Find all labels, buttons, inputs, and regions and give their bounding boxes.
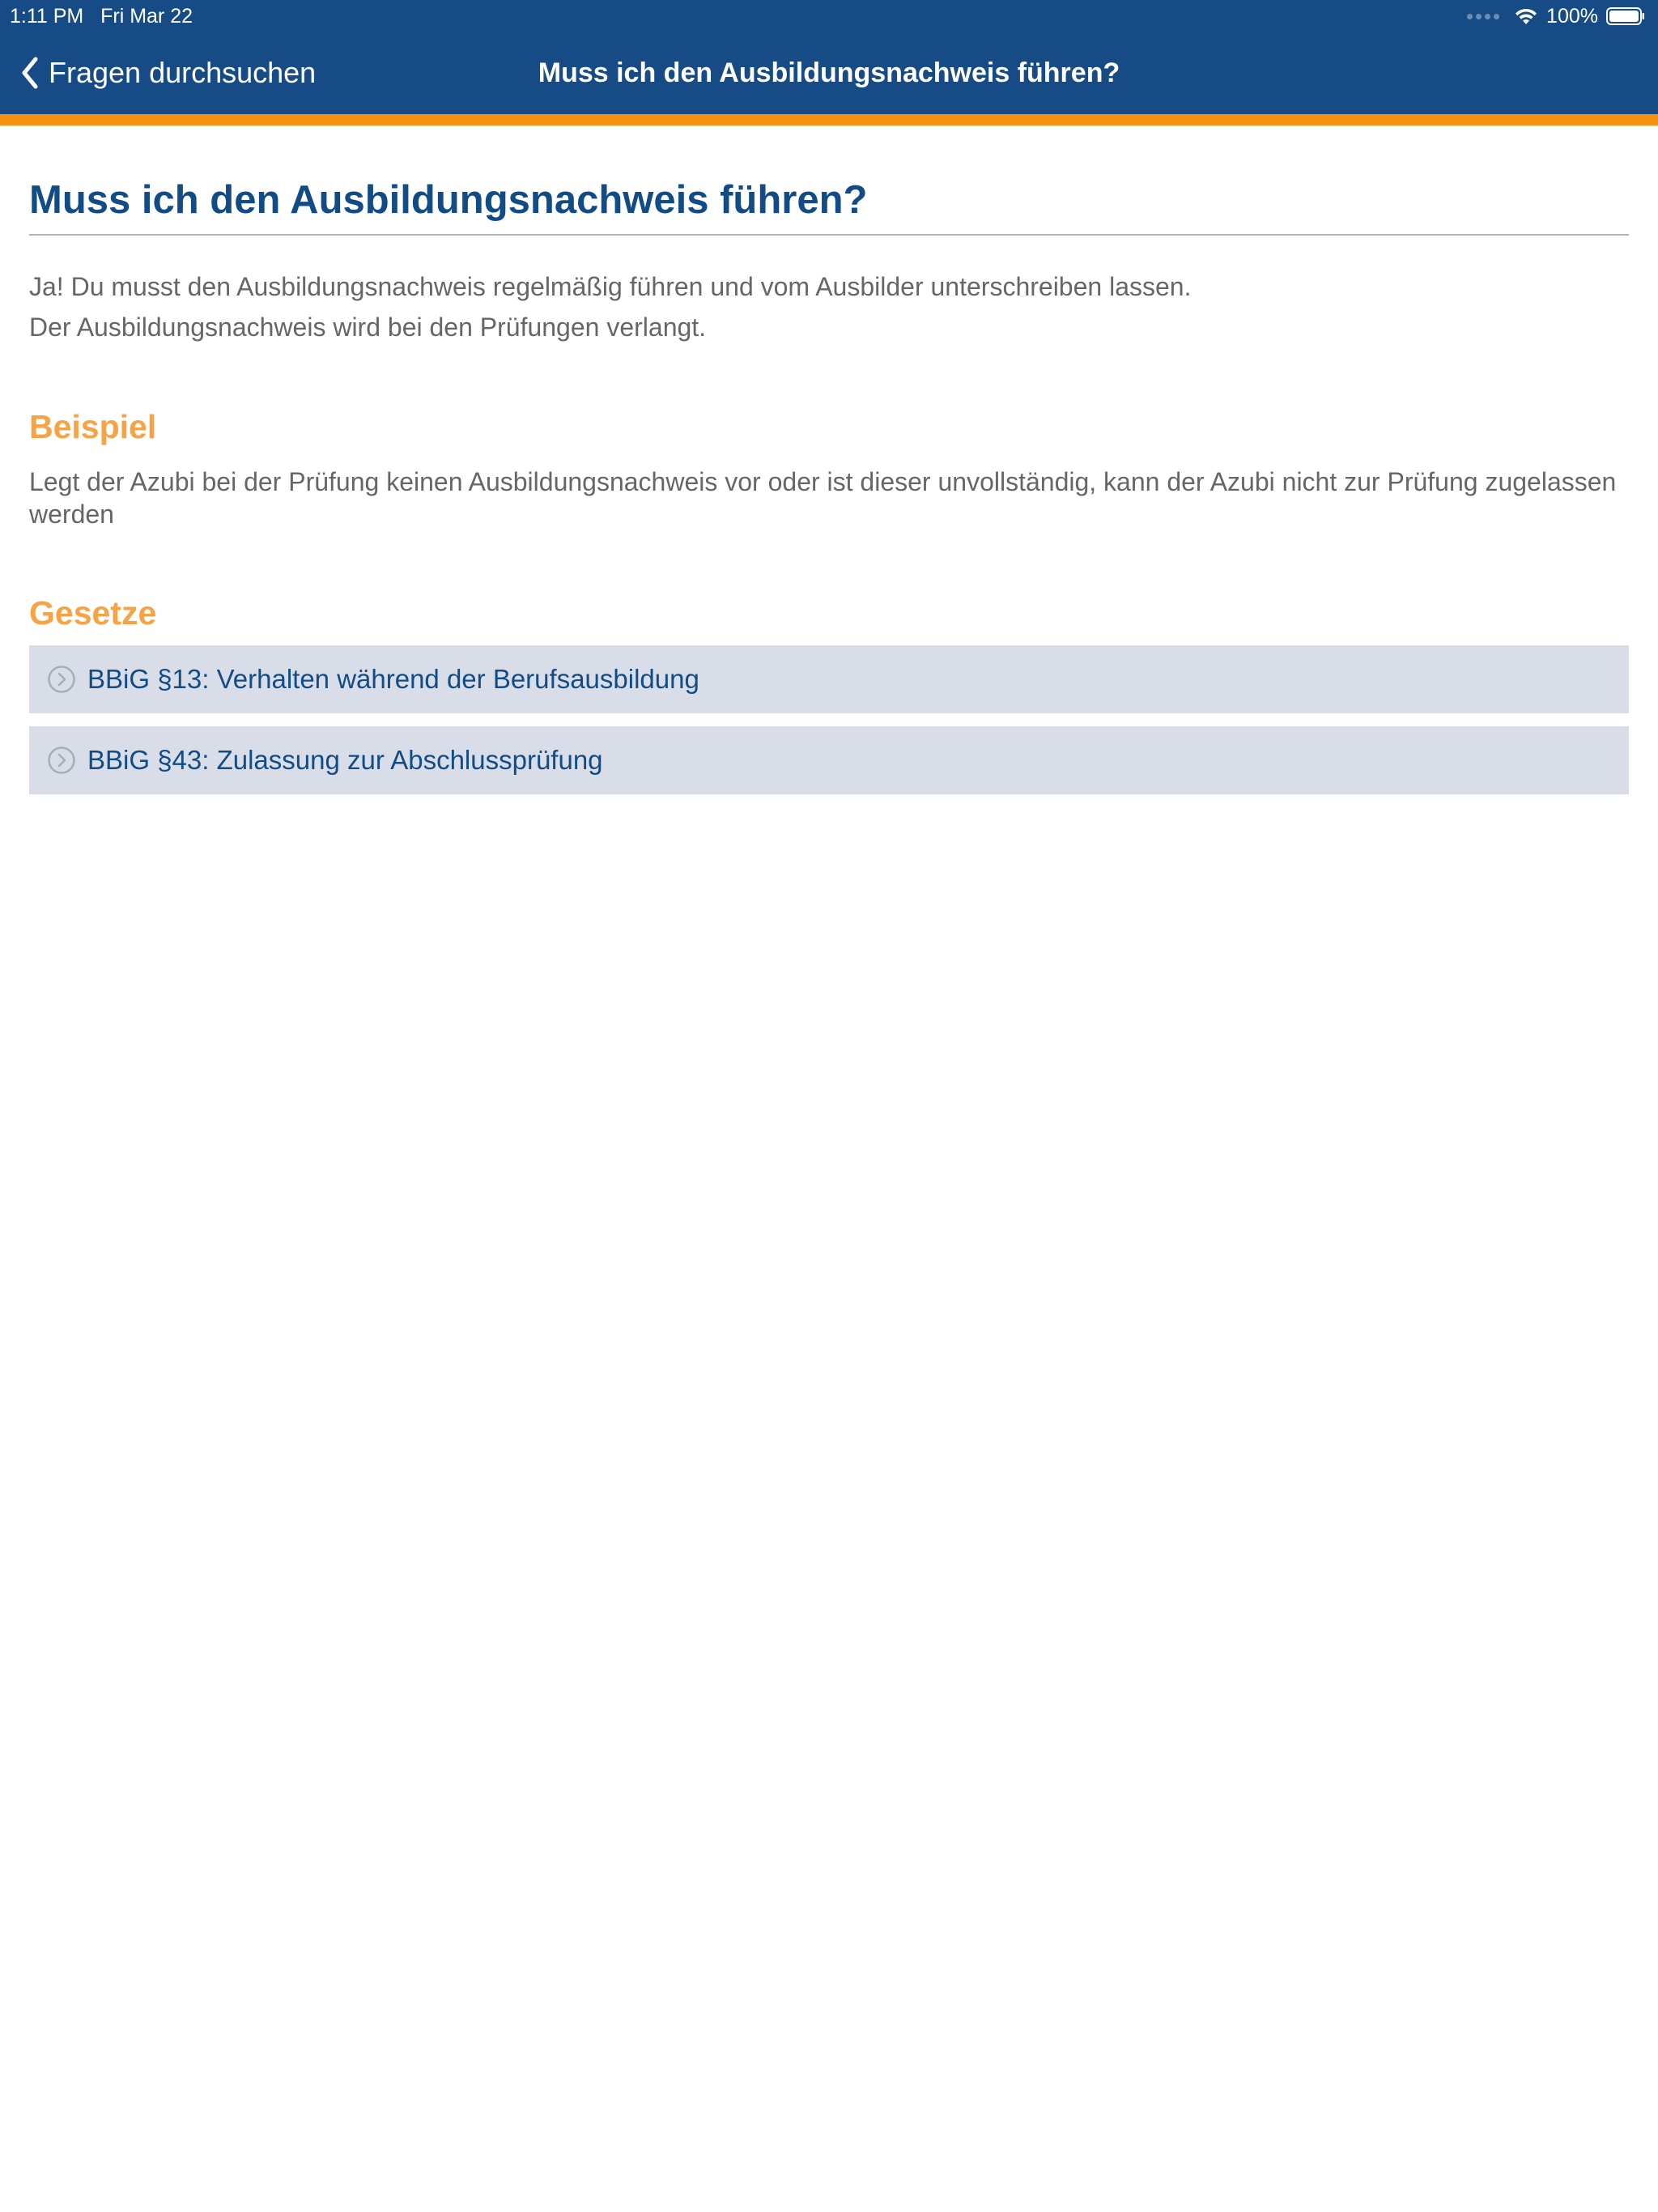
page-title: Muss ich den Ausbildungsnachweis führen?: [29, 176, 1629, 236]
battery-icon: [1606, 7, 1645, 25]
status-bar-indicators: [1467, 2, 1645, 31]
back-button[interactable]: [18, 52, 316, 94]
chevron-circle-icon: [47, 746, 76, 775]
battery-percentage: 100%: [1546, 4, 1598, 28]
navigation-header: [0, 0, 1658, 114]
answer-line: Der Ausbildungsnachweis wird bei den Prüfungen verlangt.: [29, 313, 707, 342]
status-bar-time: [10, 3, 193, 29]
chevron-circle-icon: [47, 665, 76, 694]
article-content: [29, 125, 1629, 807]
example-heading: Beispiel: [29, 408, 157, 445]
law-item-bbig-43[interactable]: [29, 726, 1629, 794]
wifi-icon: [1514, 6, 1538, 26]
cellular-signal-icon: [1467, 14, 1499, 19]
chevron-left-icon: [18, 55, 42, 91]
header-accent-bar: [0, 114, 1658, 125]
nav-title: Muss ich den Ausbildungsnachweis führen?: [538, 57, 1120, 88]
law-item-label: BBiG §13: Verhalten während der Berufsausbildung: [87, 664, 699, 694]
status-time-text: 1:11 PM: [10, 5, 84, 28]
law-item-bbig-13[interactable]: [29, 645, 1629, 713]
law-list: [29, 645, 1629, 794]
example-text: Legt der Azubi bei der Prüfung keinen Ausbildungsnachweis vor oder ist dieser unvollständig, kann der Azubi nicht zur Prüfung zugelassen werden: [29, 467, 1617, 529]
answer-text: [29, 266, 1629, 347]
law-item-label: BBiG §43: Zulassung zur Abschlussprüfung: [87, 745, 603, 775]
status-date-text: Fri Mar 22: [100, 5, 193, 28]
back-button-label: Fragen durchsuchen: [49, 56, 317, 89]
laws-heading: Gesetze: [29, 594, 157, 632]
answer-line: Ja! Du musst den Ausbildungsnachweis regelmäßig führen und vom Ausbilder unterschreiben lassen.: [29, 272, 1192, 301]
